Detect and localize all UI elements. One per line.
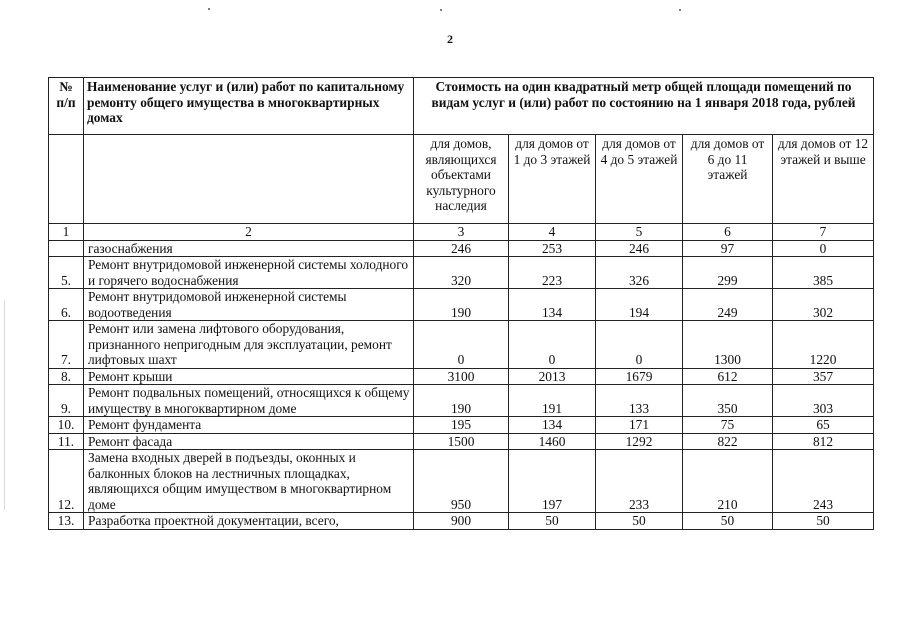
row-name: Ремонт внутридомовой инженерной системы холодного и горячего водоснабжения [84,257,414,289]
cost-table [48,77,874,530]
subheader-6-11: для домов от 6 до 11 этажей [683,135,773,224]
subheader-row [49,135,874,224]
row-number: 5. [49,257,84,289]
row-value: 133 [596,385,683,417]
row-number: 7. [49,321,84,369]
row-name: газоснабжения [84,240,414,257]
row-value: 194 [596,289,683,321]
subheader-empty-name [84,135,414,224]
row-value: 350 [683,385,773,417]
row-value: 134 [509,417,596,434]
row-value: 190 [414,385,509,417]
table-row [49,513,874,530]
row-number: 8. [49,368,84,385]
row-value: 1460 [509,433,596,450]
row-number: 10. [49,417,84,434]
subheader-12-plus: для домов от 12 этажей и выше [773,135,874,224]
row-value: 320 [414,257,509,289]
row-value: 303 [773,385,874,417]
index-cell: 2 [84,224,414,241]
index-cell: 5 [596,224,683,241]
row-name: Ремонт подвальных помещений, относящихся к общему имуществу в многоквартирном доме [84,385,414,417]
row-number: 6. [49,289,84,321]
row-value: 302 [773,289,874,321]
row-value: 385 [773,257,874,289]
row-name: Ремонт фасада [84,433,414,450]
index-cell: 7 [773,224,874,241]
row-name: Ремонт крыши [84,368,414,385]
row-value: 357 [773,368,874,385]
table-row [49,321,874,369]
row-value: 249 [683,289,773,321]
row-value: 134 [509,289,596,321]
row-value: 75 [683,417,773,434]
row-value: 299 [683,257,773,289]
row-value: 50 [683,513,773,530]
row-value: 50 [596,513,683,530]
row-value: 253 [509,240,596,257]
row-number: 13. [49,513,84,530]
row-value: 0 [773,240,874,257]
row-value: 50 [509,513,596,530]
subheader-heritage: для домов, являющихся объектами культурного наследия [414,135,509,224]
row-value: 822 [683,433,773,450]
header-cost: Стоимость на один квадратный метр общей площади помещений по видам услуг и (или) работ по состоянию на 1 января 2018 года, рублей [414,78,874,135]
table-row [49,257,874,289]
row-value: 195 [414,417,509,434]
header-name: Наименование услуг и (или) работ по капитальному ремонту общего имущества в многоквартирных домах [84,78,414,135]
row-name: Замена входных дверей в подъезды, оконных и балконных блоков на лестничных площадках, являющихся общим имуществом в многоквартирном доме [84,450,414,513]
scan-edge-line [4,300,5,510]
index-row [49,224,874,241]
row-name: Ремонт фундамента [84,417,414,434]
row-value: 190 [414,289,509,321]
scan-speck [679,9,681,11]
page-number: 2 [447,32,453,46]
header-num: № п/п [49,78,84,135]
row-name: Ремонт внутридомовой инженерной системы водоотведения [84,289,414,321]
row-value: 1300 [683,321,773,369]
row-value: 246 [596,240,683,257]
row-value: 612 [683,368,773,385]
row-value: 812 [773,433,874,450]
index-cell: 3 [414,224,509,241]
row-value: 326 [596,257,683,289]
row-value: 0 [414,321,509,369]
row-value: 210 [683,450,773,513]
row-value: 0 [509,321,596,369]
row-value: 950 [414,450,509,513]
row-number [49,240,84,257]
row-value: 197 [509,450,596,513]
subheader-1-3: для домов от 1 до 3 этажей [509,135,596,224]
row-value: 1220 [773,321,874,369]
row-value: 2013 [509,368,596,385]
table-row [49,450,874,513]
scan-speck [440,9,442,11]
row-name: Разработка проектной документации, всего, [84,513,414,530]
row-number: 9. [49,385,84,417]
table-row [49,240,874,257]
row-value: 1679 [596,368,683,385]
row-value: 191 [509,385,596,417]
row-number: 12. [49,450,84,513]
row-value: 3100 [414,368,509,385]
table-row [49,417,874,434]
index-cell: 4 [509,224,596,241]
row-value: 243 [773,450,874,513]
table-row [49,433,874,450]
row-value: 223 [509,257,596,289]
row-value: 50 [773,513,874,530]
row-value: 1500 [414,433,509,450]
row-value: 0 [596,321,683,369]
row-value: 246 [414,240,509,257]
row-name: Ремонт или замена лифтового оборудования, признанного непригодным для эксплуатации, ремонт лифтовых шахт [84,321,414,369]
row-value: 97 [683,240,773,257]
table-row [49,368,874,385]
header-row [49,78,874,135]
subheader-empty-num [49,135,84,224]
table-row [49,289,874,321]
row-value: 1292 [596,433,683,450]
subheader-4-5: для домов от 4 до 5 этажей [596,135,683,224]
scan-speck [208,8,210,10]
table-row [49,385,874,417]
row-value: 233 [596,450,683,513]
row-value: 65 [773,417,874,434]
row-value: 171 [596,417,683,434]
index-cell: 6 [683,224,773,241]
row-number: 11. [49,433,84,450]
row-value: 900 [414,513,509,530]
index-cell: 1 [49,224,84,241]
